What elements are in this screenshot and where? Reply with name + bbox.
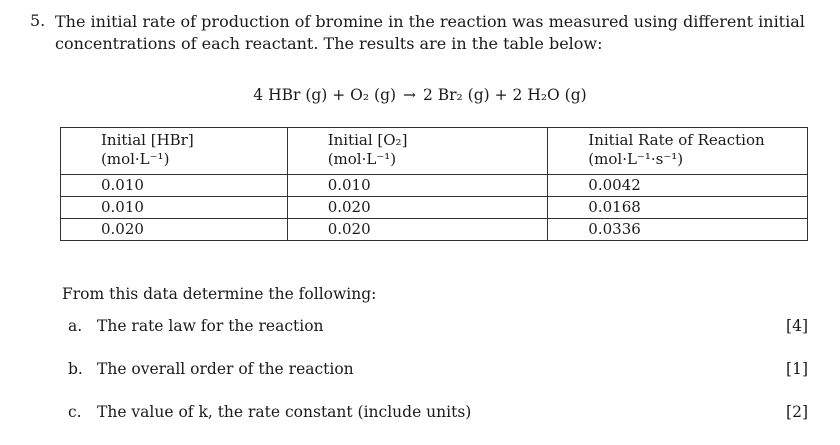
header-unit: (mol·L⁻¹) xyxy=(327,150,397,168)
instructions-intro: From this data determine the following: xyxy=(62,285,377,303)
table-cell: 0.010 xyxy=(61,175,288,197)
question-stem: The initial rate of production of bromine in the reaction was measured using different initial concentrations of each reactant. The results are in the table below: xyxy=(55,12,805,53)
rate-data-table xyxy=(60,127,808,241)
table-cell: 0.0168 xyxy=(548,197,808,219)
part-text: The overall order of the reaction xyxy=(97,360,354,378)
part-letter: b. xyxy=(68,360,83,378)
header-label: Initial Rate of Reaction xyxy=(588,131,765,149)
part-marks: [4] xyxy=(786,317,808,335)
part-letter: c. xyxy=(68,403,82,421)
part-marks: [2] xyxy=(786,403,808,421)
table-header-row xyxy=(61,128,808,175)
part-letter: a. xyxy=(68,317,83,335)
chemical-equation xyxy=(0,86,840,104)
header-rate xyxy=(548,128,808,175)
header-unit: (mol·L⁻¹·s⁻¹) xyxy=(588,150,684,168)
equation-products: 2 Br₂ (g) + 2 H₂O (g) xyxy=(422,86,587,104)
table-cell: 0.020 xyxy=(287,197,548,219)
table-cell: 0.010 xyxy=(61,197,288,219)
table-cell: 0.020 xyxy=(61,219,288,241)
table-row xyxy=(61,219,808,241)
table-cell: 0.020 xyxy=(287,219,548,241)
header-label: Initial [HBr] xyxy=(101,131,194,149)
table-cell: 0.0336 xyxy=(548,219,808,241)
header-hbr xyxy=(61,128,288,175)
reaction-arrow-icon: → xyxy=(403,86,416,104)
equation-reactants: 4 HBr (g) + O₂ (g) xyxy=(253,86,397,104)
part-marks: [1] xyxy=(786,360,808,378)
header-label: Initial [O₂] xyxy=(327,131,408,149)
table-row xyxy=(61,197,808,219)
question-number: 5. xyxy=(30,11,46,30)
header-unit: (mol·L⁻¹) xyxy=(101,150,170,168)
part-text: The rate law for the reaction xyxy=(97,317,324,335)
table-cell: 0.0042 xyxy=(548,175,808,197)
table-row xyxy=(61,175,808,197)
table-cell: 0.010 xyxy=(287,175,548,197)
header-o2 xyxy=(287,128,548,175)
part-text: The value of k, the rate constant (include units) xyxy=(97,403,472,421)
